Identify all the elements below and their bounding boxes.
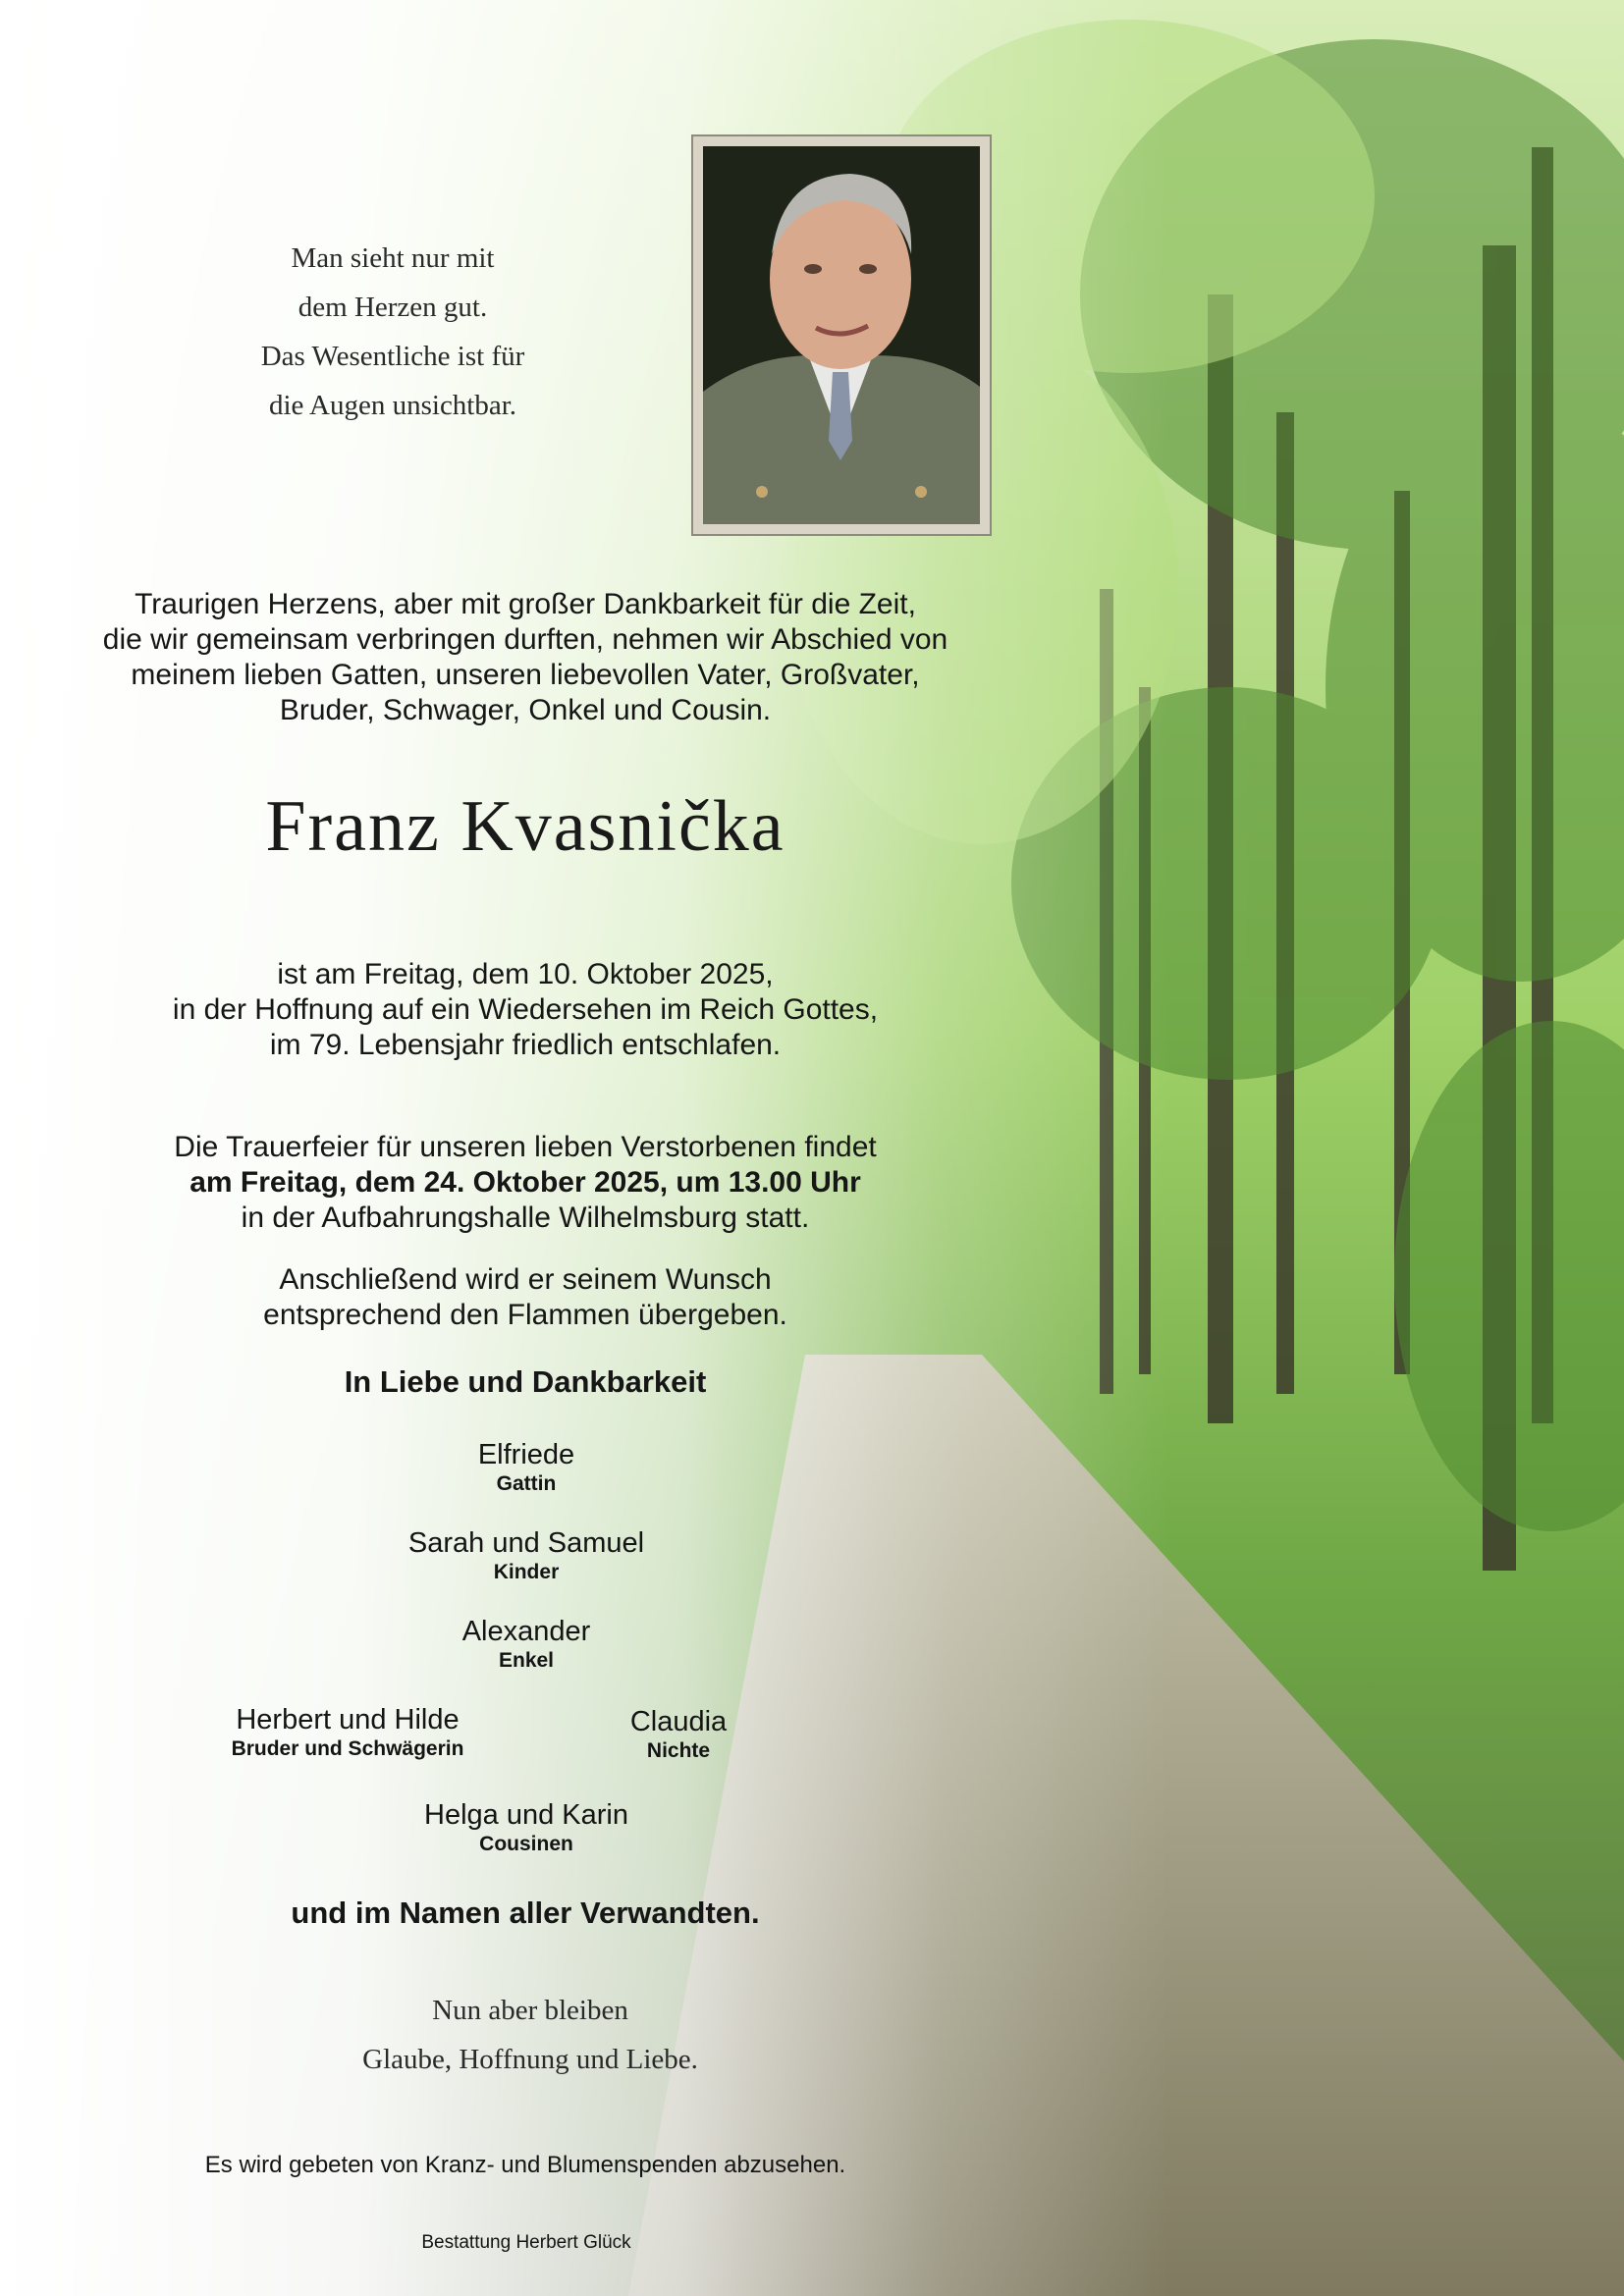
mourner-role: Nichte xyxy=(646,1739,711,1762)
mourner-entry xyxy=(232,1439,821,1498)
quote-bottom xyxy=(285,1986,776,2084)
ceremony-line: in der Aufbahrungshalle Wilhelmsburg statt. xyxy=(241,1201,810,1234)
quote-top-line: die Augen unsichtbar. xyxy=(268,390,517,421)
portrait-frame xyxy=(693,136,990,534)
ceremony-date: am Freitag, dem 24. Oktober 2025, um 13.00 Uhr xyxy=(189,1166,861,1199)
portrait-photo xyxy=(703,146,980,524)
deceased-name: Franz Kvasnička xyxy=(265,786,785,867)
cremation-info xyxy=(39,1262,1011,1333)
mourner-name: Alexander xyxy=(461,1616,591,1647)
mourner-name: Helga und Karin xyxy=(424,1799,628,1831)
death-notice-line: im 79. Lebensjahr friedlich entschlafen. xyxy=(269,1029,782,1061)
flowers-note: Es wird gebeten von Kranz- und Blumenspenden abzusehen. xyxy=(204,2152,846,2178)
cremation-line: entsprechend den Flammen übergeben. xyxy=(263,1299,787,1331)
mourner-name: Sarah und Samuel xyxy=(407,1527,645,1559)
mourner-role: Bruder und Schwägerin xyxy=(231,1737,464,1760)
undertaker: Bestattung Herbert Glück xyxy=(421,2232,631,2253)
mourner-role: Kinder xyxy=(493,1561,560,1583)
mourner-name: Elfriede xyxy=(477,1439,575,1470)
quote-top-line: Das Wesentliche ist für xyxy=(260,341,525,372)
mourner-entry xyxy=(232,1616,821,1675)
intro-line: Bruder, Schwager, Onkel und Cousin. xyxy=(279,694,772,726)
mourner-role: Cousinen xyxy=(479,1833,573,1855)
quote-top-line: dem Herzen gut. xyxy=(298,292,488,323)
intro-line: die wir gemeinsam verbringen durften, nehmen wir Abschied von xyxy=(102,623,948,656)
ceremony-line: Die Trauerfeier für unseren lieben Verstorbenen findet xyxy=(174,1131,877,1163)
mourner-entry xyxy=(151,1704,544,1763)
quote-bottom-line: Nun aber bleiben xyxy=(432,1995,628,2026)
quote-top-line: Man sieht nur mit xyxy=(291,242,495,274)
cremation-line: Anschließend wird er seinem Wunsch xyxy=(279,1263,772,1296)
mourner-entry xyxy=(232,1799,821,1858)
death-notice-line: ist am Freitag, dem 10. Oktober 2025, xyxy=(277,958,774,990)
ceremony-info xyxy=(39,1130,1011,1236)
death-notice-line: in der Hoffnung auf ein Wiedersehen im Reich Gottes, xyxy=(172,993,879,1026)
quote-bottom-line: Glaube, Hoffnung und Liebe. xyxy=(362,2044,698,2075)
intro-line: meinem lieben Gatten, unseren liebevollen Vater, Großvater, xyxy=(131,659,920,691)
quote-top xyxy=(216,234,569,430)
intro-line: Traurigen Herzens, aber mit großer Dankbarkeit für die Zeit, xyxy=(135,588,916,620)
closing-heading: In Liebe und Dankbarkeit xyxy=(344,1364,707,1399)
mourner-role: Gattin xyxy=(496,1472,557,1495)
intro-text xyxy=(39,587,1011,728)
mourner-entry xyxy=(232,1527,821,1586)
death-notice xyxy=(39,957,1011,1063)
mourner-role: Enkel xyxy=(498,1649,555,1672)
mourner-entry xyxy=(580,1706,777,1765)
mourner-name: Herbert und Hilde xyxy=(236,1704,460,1735)
mourner-name: Claudia xyxy=(629,1706,728,1737)
relatives-line: und im Namen aller Verwandten. xyxy=(291,1896,760,1930)
